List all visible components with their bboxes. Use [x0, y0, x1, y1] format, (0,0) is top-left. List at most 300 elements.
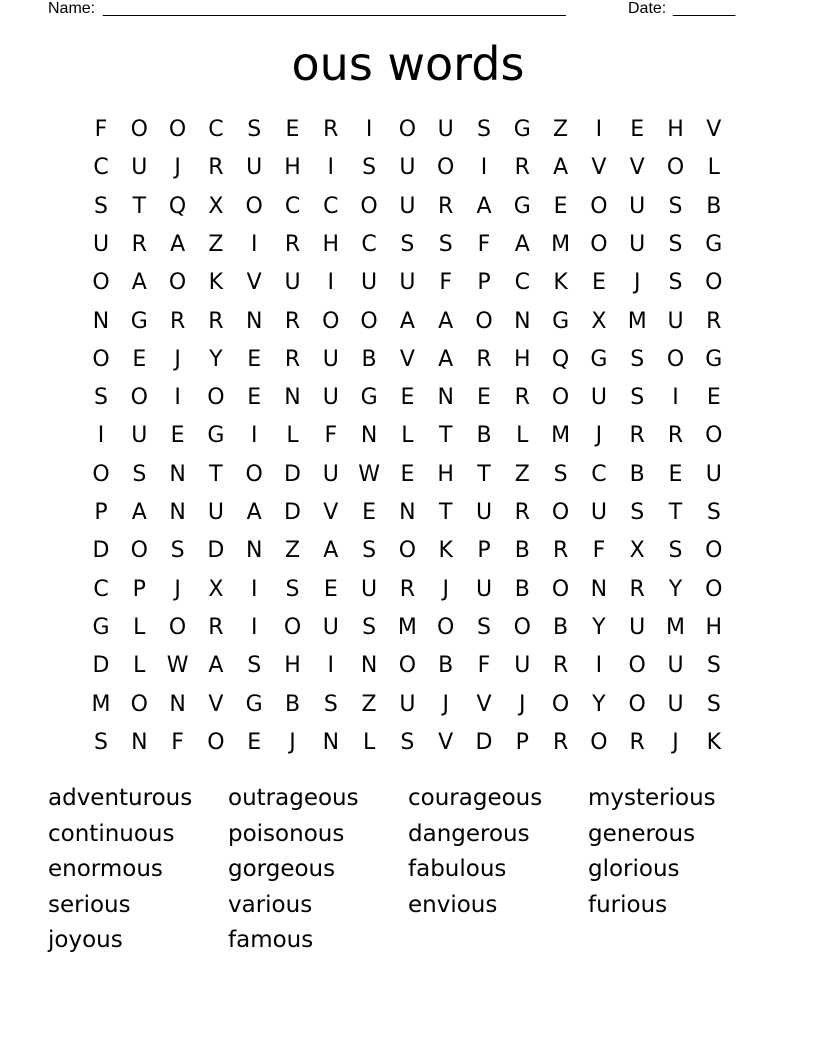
grid-letter[interactable]: A: [170, 231, 186, 257]
grid-letter[interactable]: R: [399, 576, 416, 602]
grid-letter[interactable]: U: [629, 614, 646, 640]
grid-letter[interactable]: R: [208, 155, 224, 181]
grid-letter[interactable]: O: [513, 614, 531, 640]
grid-letter[interactable]: V: [246, 270, 262, 296]
grid-letter[interactable]: R: [284, 308, 301, 334]
grid-letter[interactable]: P: [515, 729, 529, 755]
grid-letter[interactable]: G: [245, 691, 263, 717]
grid-letter[interactable]: E: [247, 346, 262, 372]
grid-letter[interactable]: A: [553, 155, 569, 181]
grid-letter[interactable]: B: [629, 461, 645, 487]
grid-letter[interactable]: O: [283, 614, 302, 640]
grid-letter[interactable]: U: [361, 270, 378, 296]
grid-letter[interactable]: B: [361, 346, 377, 372]
grid-letter[interactable]: A: [438, 346, 454, 372]
grid-letter[interactable]: H: [284, 653, 301, 679]
grid-letter[interactable]: Y: [592, 691, 606, 717]
grid-letter[interactable]: T: [132, 193, 147, 219]
grid-letter[interactable]: O: [551, 500, 570, 525]
grid-letter[interactable]: O: [666, 155, 685, 181]
grid-letter[interactable]: N: [360, 423, 378, 449]
grid-letter[interactable]: N: [169, 691, 186, 717]
grid-letter[interactable]: T: [209, 461, 223, 487]
grid-letter[interactable]: S: [630, 500, 645, 525]
grid-letter[interactable]: O: [705, 538, 723, 564]
grid-letter[interactable]: R: [514, 500, 530, 525]
grid-letter[interactable]: A: [323, 538, 339, 564]
grid-letter[interactable]: R: [169, 308, 186, 334]
grid-letter[interactable]: Z: [284, 538, 301, 564]
grid-letter[interactable]: X: [591, 308, 607, 334]
grid-letter[interactable]: N: [590, 576, 608, 602]
grid-letter[interactable]: Y: [592, 614, 606, 640]
grid-letter[interactable]: S: [706, 500, 721, 525]
grid-letter[interactable]: S: [323, 691, 338, 717]
word-list-item: enormous: [48, 856, 163, 883]
word-list-item: adventurous: [48, 785, 193, 811]
grid-letter[interactable]: B: [514, 538, 530, 564]
grid-letter[interactable]: O: [168, 117, 187, 142]
grid-letter[interactable]: J: [289, 729, 296, 755]
grid-letter[interactable]: Q: [551, 346, 570, 372]
grid-letter[interactable]: E: [247, 385, 262, 411]
word-list-item: serious: [48, 891, 131, 918]
grid-letter[interactable]: U: [284, 270, 301, 296]
grid-letter[interactable]: R: [552, 538, 569, 564]
grid-letter[interactable]: X: [208, 576, 224, 602]
grid-letter[interactable]: I: [174, 385, 181, 411]
grid-letter[interactable]: O: [130, 117, 148, 142]
grid-letter[interactable]: I: [595, 117, 603, 142]
word-list-item: poisonous: [228, 820, 345, 847]
grid-letter[interactable]: J: [672, 729, 679, 755]
grid-letter[interactable]: E: [400, 385, 415, 411]
grid-letter[interactable]: O: [398, 538, 417, 564]
grid-letter[interactable]: L: [516, 423, 529, 449]
grid-letter[interactable]: S: [400, 231, 415, 257]
grid-letter[interactable]: S: [132, 461, 147, 487]
grid-letter[interactable]: H: [322, 231, 340, 257]
grid-letter[interactable]: R: [552, 653, 569, 679]
grid-letter[interactable]: I: [97, 423, 105, 449]
grid-letter[interactable]: K: [553, 270, 568, 296]
grid-letter[interactable]: C: [514, 270, 530, 296]
grid-letter[interactable]: S: [362, 614, 377, 640]
grid-letter[interactable]: L: [286, 423, 299, 449]
grid-letter[interactable]: F: [592, 538, 606, 564]
grid-letter[interactable]: K: [706, 729, 722, 755]
grid-letter[interactable]: X: [629, 538, 645, 564]
grid-letter[interactable]: N: [284, 385, 301, 411]
grid-letter[interactable]: G: [207, 423, 225, 449]
grid-letter[interactable]: E: [591, 270, 606, 296]
grid-letter[interactable]: S: [170, 538, 185, 564]
grid-letter[interactable]: C: [323, 193, 339, 219]
grid-letter[interactable]: N: [399, 500, 416, 525]
grid-letter[interactable]: C: [284, 193, 301, 219]
page-title: ous words: [291, 37, 525, 91]
grid-letter[interactable]: S: [362, 155, 377, 181]
grid-letter[interactable]: D: [92, 538, 110, 564]
grid-letter[interactable]: M: [627, 308, 647, 334]
grid-letter[interactable]: R: [208, 308, 224, 334]
grid-letter[interactable]: K: [438, 538, 453, 564]
grid-letter[interactable]: O: [360, 308, 378, 334]
grid-letter[interactable]: E: [630, 117, 645, 142]
grid-letter[interactable]: E: [132, 346, 147, 372]
grid-letter[interactable]: I: [672, 385, 679, 411]
grid-letter[interactable]: G: [705, 346, 723, 372]
grid-letter[interactable]: M: [666, 614, 685, 640]
grid-letter[interactable]: R: [284, 231, 301, 257]
grid-letter[interactable]: U: [514, 653, 531, 679]
grid-letter[interactable]: N: [245, 308, 263, 334]
grid-letter[interactable]: O: [705, 270, 723, 296]
grid-letter[interactable]: R: [706, 308, 722, 334]
grid-letter[interactable]: U: [322, 346, 339, 372]
grid-letter[interactable]: P: [94, 500, 108, 525]
grid-letter[interactable]: O: [130, 385, 148, 411]
grid-letter[interactable]: O: [551, 385, 570, 411]
grid-letter[interactable]: U: [207, 500, 224, 525]
word-list-item: glorious: [588, 856, 680, 883]
grid-letter[interactable]: E: [400, 461, 415, 487]
grid-letter[interactable]: G: [590, 346, 608, 372]
grid-letter[interactable]: J: [174, 346, 181, 372]
grid-letter[interactable]: I: [250, 614, 258, 640]
grid-letter[interactable]: O: [168, 614, 187, 640]
grid-letter[interactable]: F: [477, 653, 491, 679]
grid-letter[interactable]: A: [476, 193, 492, 219]
grid-letter[interactable]: J: [442, 576, 449, 602]
grid-letter[interactable]: D: [284, 461, 301, 487]
grid-letter[interactable]: R: [284, 346, 301, 372]
grid-letter[interactable]: S: [706, 653, 721, 679]
grid-letter[interactable]: E: [362, 500, 377, 525]
grid-letter[interactable]: R: [552, 729, 569, 755]
grid-letter[interactable]: S: [247, 117, 262, 142]
grid-letter[interactable]: O: [92, 461, 110, 487]
grid-letter[interactable]: U: [590, 385, 607, 411]
grid-letter[interactable]: J: [174, 155, 181, 181]
grid-letter[interactable]: A: [438, 308, 454, 334]
grid-letter[interactable]: O: [92, 346, 110, 372]
grid-letter[interactable]: R: [514, 155, 530, 181]
grid-letter[interactable]: R: [476, 346, 492, 372]
grid-letter[interactable]: O: [590, 231, 608, 257]
grid-letter[interactable]: O: [705, 576, 723, 602]
grid-letter[interactable]: O: [322, 308, 340, 334]
grid-letter[interactable]: Y: [209, 346, 223, 372]
grid-letter[interactable]: U: [667, 691, 684, 717]
grid-letter[interactable]: U: [705, 461, 722, 487]
grid-letter[interactable]: A: [131, 270, 147, 296]
grid-letter[interactable]: I: [327, 155, 335, 181]
grid-letter[interactable]: I: [250, 576, 258, 602]
grid-letter[interactable]: N: [92, 308, 110, 334]
grid-letter[interactable]: O: [130, 691, 148, 717]
grid-letter[interactable]: U: [590, 500, 607, 525]
grid-letter[interactable]: V: [399, 346, 415, 372]
grid-letter[interactable]: G: [705, 231, 723, 257]
grid-letter[interactable]: N: [169, 500, 186, 525]
grid-letter[interactable]: S: [630, 346, 645, 372]
grid-letter[interactable]: M: [91, 691, 111, 717]
grid-letter[interactable]: Z: [553, 117, 569, 142]
grid-letter[interactable]: G: [130, 308, 148, 334]
grid-letter[interactable]: I: [365, 117, 373, 142]
grid-letter[interactable]: T: [477, 461, 491, 487]
grid-letter[interactable]: U: [399, 691, 416, 717]
grid-letter[interactable]: S: [94, 729, 108, 755]
grid-letter[interactable]: V: [438, 729, 454, 755]
grid-letter[interactable]: O: [168, 270, 187, 296]
grid-letter[interactable]: N: [514, 308, 531, 334]
grid-letter[interactable]: M: [397, 614, 417, 640]
grid-letter[interactable]: N: [245, 538, 263, 564]
grid-letter[interactable]: O: [551, 691, 570, 717]
grid-letter[interactable]: O: [590, 729, 608, 755]
grid-letter[interactable]: U: [399, 270, 416, 296]
grid-letter[interactable]: A: [131, 500, 147, 525]
grid-letter[interactable]: H: [667, 117, 684, 142]
grid-letter[interactable]: O: [245, 193, 263, 219]
grid-letter[interactable]: I: [250, 423, 258, 449]
grid-letter[interactable]: D: [92, 653, 110, 679]
grid-letter[interactable]: I: [250, 231, 258, 257]
grid-letter[interactable]: N: [322, 729, 340, 755]
grid-letter[interactable]: A: [246, 500, 262, 525]
date-label: Date:: [628, 0, 667, 17]
grid-letter[interactable]: B: [476, 423, 492, 449]
grid-letter[interactable]: V: [629, 155, 645, 181]
grid-letter[interactable]: H: [514, 346, 531, 372]
grid-letter[interactable]: S: [668, 193, 683, 219]
grid-letter[interactable]: U: [92, 231, 110, 257]
grid-letter[interactable]: S: [94, 193, 108, 219]
grid-letter[interactable]: J: [442, 691, 449, 717]
grid-letter[interactable]: U: [629, 231, 646, 257]
grid-letter[interactable]: N: [437, 385, 454, 411]
grid-letter[interactable]: U: [399, 155, 416, 181]
grid-letter[interactable]: U: [322, 385, 339, 411]
grid-letter[interactable]: L: [707, 155, 720, 181]
grid-letter[interactable]: S: [553, 461, 568, 487]
grid-letter[interactable]: R: [629, 576, 645, 602]
grid-letter[interactable]: A: [514, 231, 530, 257]
grid-letter[interactable]: O: [437, 614, 455, 640]
grid-letter[interactable]: E: [477, 385, 491, 411]
grid-letter[interactable]: E: [247, 729, 262, 755]
grid-letter[interactable]: E: [553, 193, 568, 219]
grid-letter[interactable]: G: [360, 385, 378, 411]
grid-letter[interactable]: N: [131, 729, 148, 755]
grid-letter[interactable]: V: [706, 117, 722, 142]
grid-letter[interactable]: A: [399, 308, 415, 334]
grid-letter[interactable]: R: [629, 729, 645, 755]
grid-letter[interactable]: D: [284, 500, 301, 525]
grid-letter[interactable]: U: [322, 614, 339, 640]
grid-letter[interactable]: S: [668, 270, 683, 296]
grid-letter[interactable]: R: [667, 423, 684, 449]
grid-letter[interactable]: U: [629, 193, 646, 219]
grid-letter[interactable]: T: [668, 500, 683, 525]
grid-letter[interactable]: J: [595, 423, 603, 449]
grid-letter[interactable]: R: [629, 423, 645, 449]
grid-letter[interactable]: U: [667, 308, 684, 334]
grid-letter[interactable]: L: [133, 653, 146, 679]
grid-letter[interactable]: U: [399, 193, 416, 219]
grid-letter[interactable]: Z: [208, 231, 224, 257]
grid-letter[interactable]: C: [93, 155, 109, 181]
grid-letter[interactable]: R: [323, 117, 339, 142]
grid-letter[interactable]: O: [92, 270, 110, 296]
grid-letter[interactable]: W: [166, 653, 189, 679]
grid-letter[interactable]: Q: [168, 193, 187, 219]
grid-letter[interactable]: N: [360, 653, 378, 679]
grid-letter[interactable]: J: [633, 270, 641, 296]
grid-letter[interactable]: S: [477, 117, 491, 142]
grid-letter[interactable]: U: [475, 576, 493, 602]
grid-letter[interactable]: O: [437, 155, 455, 181]
grid-letter[interactable]: O: [245, 461, 263, 487]
grid-letter[interactable]: S: [362, 538, 377, 564]
grid-letter[interactable]: I: [480, 155, 488, 181]
word-list-item: gorgeous: [228, 856, 336, 883]
grid-letter[interactable]: H: [437, 461, 454, 487]
grid-letter[interactable]: S: [438, 231, 453, 257]
grid-letter[interactable]: H: [284, 155, 301, 181]
grid-letter[interactable]: C: [361, 231, 377, 257]
grid-letter[interactable]: S: [247, 653, 262, 679]
grid-letter[interactable]: H: [705, 614, 723, 640]
grid-letter[interactable]: O: [130, 538, 148, 564]
grid-letter[interactable]: O: [207, 385, 225, 411]
grid-letter[interactable]: C: [208, 117, 224, 142]
grid-letter[interactable]: E: [323, 576, 338, 602]
grid-letter[interactable]: U: [131, 155, 148, 181]
grid-letter[interactable]: O: [475, 308, 493, 334]
grid-letter[interactable]: G: [513, 117, 531, 142]
grid-letter[interactable]: B: [438, 653, 454, 679]
grid-letter[interactable]: O: [705, 423, 723, 449]
grid-letter[interactable]: E: [170, 423, 185, 449]
grid-letter[interactable]: Z: [361, 691, 377, 717]
grid-letter[interactable]: L: [401, 423, 414, 449]
grid-letter[interactable]: G: [92, 614, 110, 640]
grid-letter[interactable]: O: [398, 653, 417, 679]
grid-letter[interactable]: V: [208, 691, 224, 717]
grid-letter[interactable]: U: [667, 653, 684, 679]
grid-letter[interactable]: D: [475, 729, 493, 755]
grid-letter[interactable]: W: [358, 461, 380, 487]
word-list-item: mysterious: [588, 785, 716, 811]
grid-letter[interactable]: P: [477, 270, 491, 296]
grid-letter[interactable]: U: [246, 155, 263, 181]
grid-letter[interactable]: L: [362, 729, 376, 755]
grid-letter[interactable]: K: [208, 270, 224, 296]
grid-letter[interactable]: U: [322, 461, 339, 487]
grid-letter[interactable]: Z: [514, 461, 530, 487]
grid-letter[interactable]: O: [666, 346, 685, 372]
grid-letter[interactable]: I: [327, 653, 335, 679]
grid-letter[interactable]: B: [284, 691, 301, 717]
grid-letter[interactable]: M: [551, 423, 571, 449]
grid-letter[interactable]: S: [668, 231, 683, 257]
grid-letter[interactable]: R: [514, 385, 530, 411]
grid-letter[interactable]: I: [327, 270, 335, 296]
grid-letter[interactable]: F: [171, 729, 184, 755]
grid-letter[interactable]: F: [94, 117, 108, 142]
word-list-item: furious: [588, 891, 668, 918]
grid-letter[interactable]: U: [475, 500, 493, 525]
grid-letter[interactable]: S: [477, 614, 491, 640]
grid-letter[interactable]: F: [324, 423, 338, 449]
grid-letter[interactable]: G: [552, 308, 570, 334]
grid-letter[interactable]: E: [285, 117, 300, 142]
grid-letter[interactable]: F: [439, 270, 453, 296]
grid-letter[interactable]: S: [285, 576, 300, 602]
word-list-item: fabulous: [408, 856, 507, 883]
grid-letter[interactable]: B: [553, 614, 569, 640]
grid-letter[interactable]: D: [207, 538, 225, 564]
grid-letter[interactable]: L: [133, 614, 146, 640]
grid-letter[interactable]: V: [476, 691, 492, 717]
grid-letter[interactable]: J: [519, 691, 526, 717]
grid-letter[interactable]: S: [706, 691, 721, 717]
grid-letter[interactable]: Y: [668, 576, 683, 602]
grid-letter[interactable]: O: [628, 691, 646, 717]
grid-letter[interactable]: S: [94, 385, 108, 411]
grid-letter[interactable]: O: [398, 117, 417, 142]
grid-letter[interactable]: V: [591, 155, 607, 181]
grid-letter[interactable]: U: [361, 576, 378, 602]
grid-letter[interactable]: O: [360, 193, 378, 219]
grid-letter[interactable]: R: [208, 614, 224, 640]
grid-letter[interactable]: O: [628, 653, 646, 679]
grid-letter[interactable]: S: [668, 538, 683, 564]
grid-letter[interactable]: M: [551, 231, 571, 257]
grid-letter[interactable]: X: [208, 193, 224, 219]
grid-letter[interactable]: C: [591, 461, 607, 487]
grid-letter[interactable]: O: [551, 576, 570, 602]
grid-letter[interactable]: R: [438, 193, 454, 219]
grid-letter[interactable]: B: [706, 193, 722, 219]
grid-letter[interactable]: P: [132, 576, 146, 602]
grid-letter[interactable]: O: [590, 193, 608, 219]
grid-letter[interactable]: T: [438, 423, 453, 449]
grid-letter[interactable]: S: [630, 385, 645, 411]
grid-letter[interactable]: U: [437, 117, 454, 142]
grid-letter[interactable]: E: [706, 385, 721, 411]
grid-letter[interactable]: B: [514, 576, 530, 602]
grid-letter[interactable]: G: [513, 193, 531, 219]
grid-letter[interactable]: E: [668, 461, 683, 487]
grid-letter[interactable]: U: [131, 423, 148, 449]
grid-letter[interactable]: I: [595, 653, 603, 679]
grid-letter[interactable]: F: [477, 231, 491, 257]
grid-letter[interactable]: A: [208, 653, 224, 679]
grid-letter[interactable]: V: [323, 500, 339, 525]
grid-letter[interactable]: S: [400, 729, 415, 755]
grid-letter[interactable]: P: [477, 538, 491, 564]
grid-letter[interactable]: J: [174, 576, 181, 602]
grid-letter[interactable]: N: [169, 461, 186, 487]
grid-letter[interactable]: C: [93, 576, 109, 602]
grid-letter[interactable]: R: [131, 231, 147, 257]
grid-letter[interactable]: O: [207, 729, 225, 755]
grid-letter[interactable]: T: [438, 500, 453, 525]
